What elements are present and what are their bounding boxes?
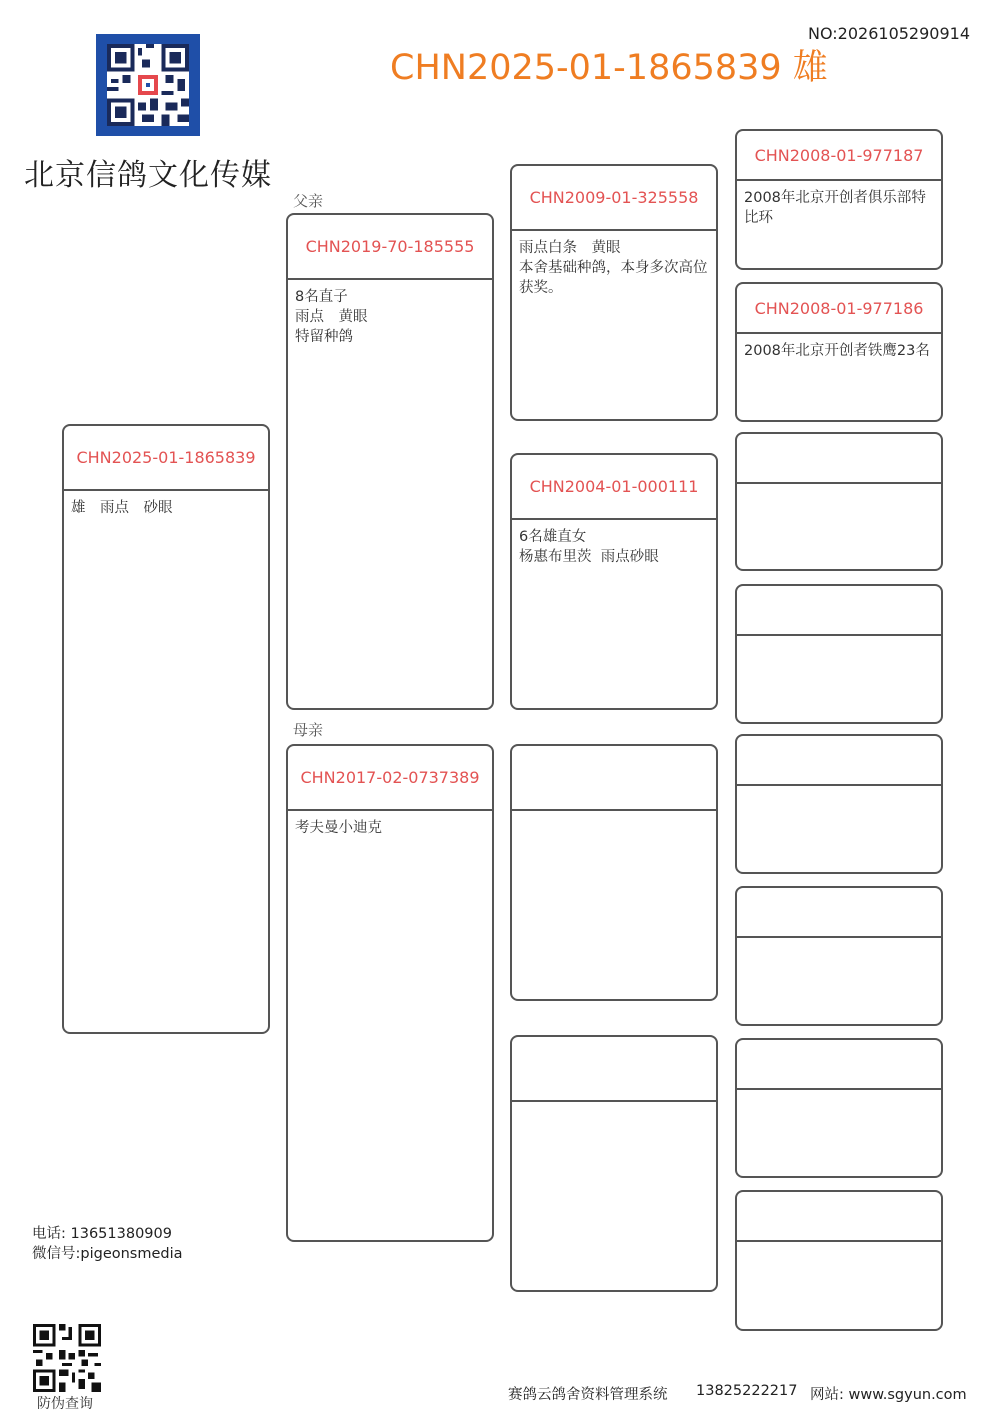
footer-website: 网站: www.sgyun.com [810,1387,967,1403]
anti-fake-caption: 防伪查询 [37,1396,93,1412]
qr-code-logo [96,34,200,136]
bird-notes [737,786,941,800]
pedigree-card-dam-sire[interactable] [510,744,718,1001]
bird-notes: 2008年北京开创者俱乐部特比环 [744,190,926,226]
bird-notes [512,1102,716,1116]
contact-wechat: 微信号:pigeonsmedia [32,1246,183,1262]
bird-notes [737,1242,941,1256]
bird-notes: 雄 雨点 砂眼 [71,500,173,516]
mother-label: 母亲 [293,721,324,739]
pedigree-card-ggp-1[interactable] [735,129,943,270]
pedigree-card-ggp-5[interactable] [735,734,943,874]
bird-notes: 2008年北京开创者铁鹰23名 [744,343,930,359]
bird-notes [737,938,941,952]
pedigree-card-ggp-7[interactable] [735,1038,943,1178]
anti-fake-qr[interactable] [32,1324,102,1392]
footer-phone: 13825222217 [696,1383,798,1399]
bird-notes: 雨点白条 黄眼 本舍基础种鸽，本身多次高位获奖。 [519,240,708,296]
ring-number: CHN2025-01-1865839 [64,426,268,491]
ring-number: CHN2008-01-977187 [737,131,941,181]
ring-number: CHN2017-02-0737389 [288,746,492,811]
ring-number [512,746,716,811]
ring-number: CHN2004-01-000111 [512,455,716,520]
pedigree-card-sire-sire[interactable] [510,164,718,421]
ring-number [512,1037,716,1102]
pedigree-card-ggp-6[interactable] [735,886,943,1026]
bird-notes [512,811,716,825]
contact-phone: 电话: 13651380909 [32,1226,172,1242]
ring-number: CHN2019-70-185555 [288,215,492,280]
page-title: CHN2025-01-1865839 雄 [390,48,828,88]
bird-notes [737,1090,941,1104]
qr-code-icon [32,1324,102,1392]
footer-system-name: 赛鸽云鸽舍资料管理系统 [508,1387,668,1403]
org-name: 北京信鸽文化传媒 [24,158,272,193]
pedigree-card-sire[interactable] [286,213,494,710]
ring-number: CHN2008-01-977186 [737,284,941,334]
bird-notes [737,484,941,498]
bird-notes: 6名雄直女 杨惠布里茨 雨点砂眼 [519,529,659,565]
ring-number [737,736,941,786]
pedigree-card-ggp-4[interactable] [735,584,943,724]
ring-number [737,434,941,484]
pedigree-card-dam[interactable] [286,744,494,1242]
ring-number [737,888,941,938]
bird-notes [737,636,941,650]
father-label: 父亲 [293,192,324,210]
pedigree-card-ggp-3[interactable] [735,432,943,571]
bird-notes: 8名直子 雨点 黄眼 特留种鸽 [295,289,368,345]
document-number: NO:2026105290914 [808,24,971,43]
pedigree-card-ggp-2[interactable] [735,282,943,422]
ring-number [737,586,941,636]
qr-code-icon [106,44,190,126]
pedigree-card-sire-dam[interactable] [510,453,718,710]
pedigree-card-dam-dam[interactable] [510,1035,718,1292]
pedigree-card-ggp-8[interactable] [735,1190,943,1331]
pedigree-card-subject[interactable] [62,424,270,1034]
bird-notes: 考夫曼小迪克 [295,820,382,836]
ring-number [737,1040,941,1090]
ring-number: CHN2009-01-325558 [512,166,716,231]
ring-number [737,1192,941,1242]
